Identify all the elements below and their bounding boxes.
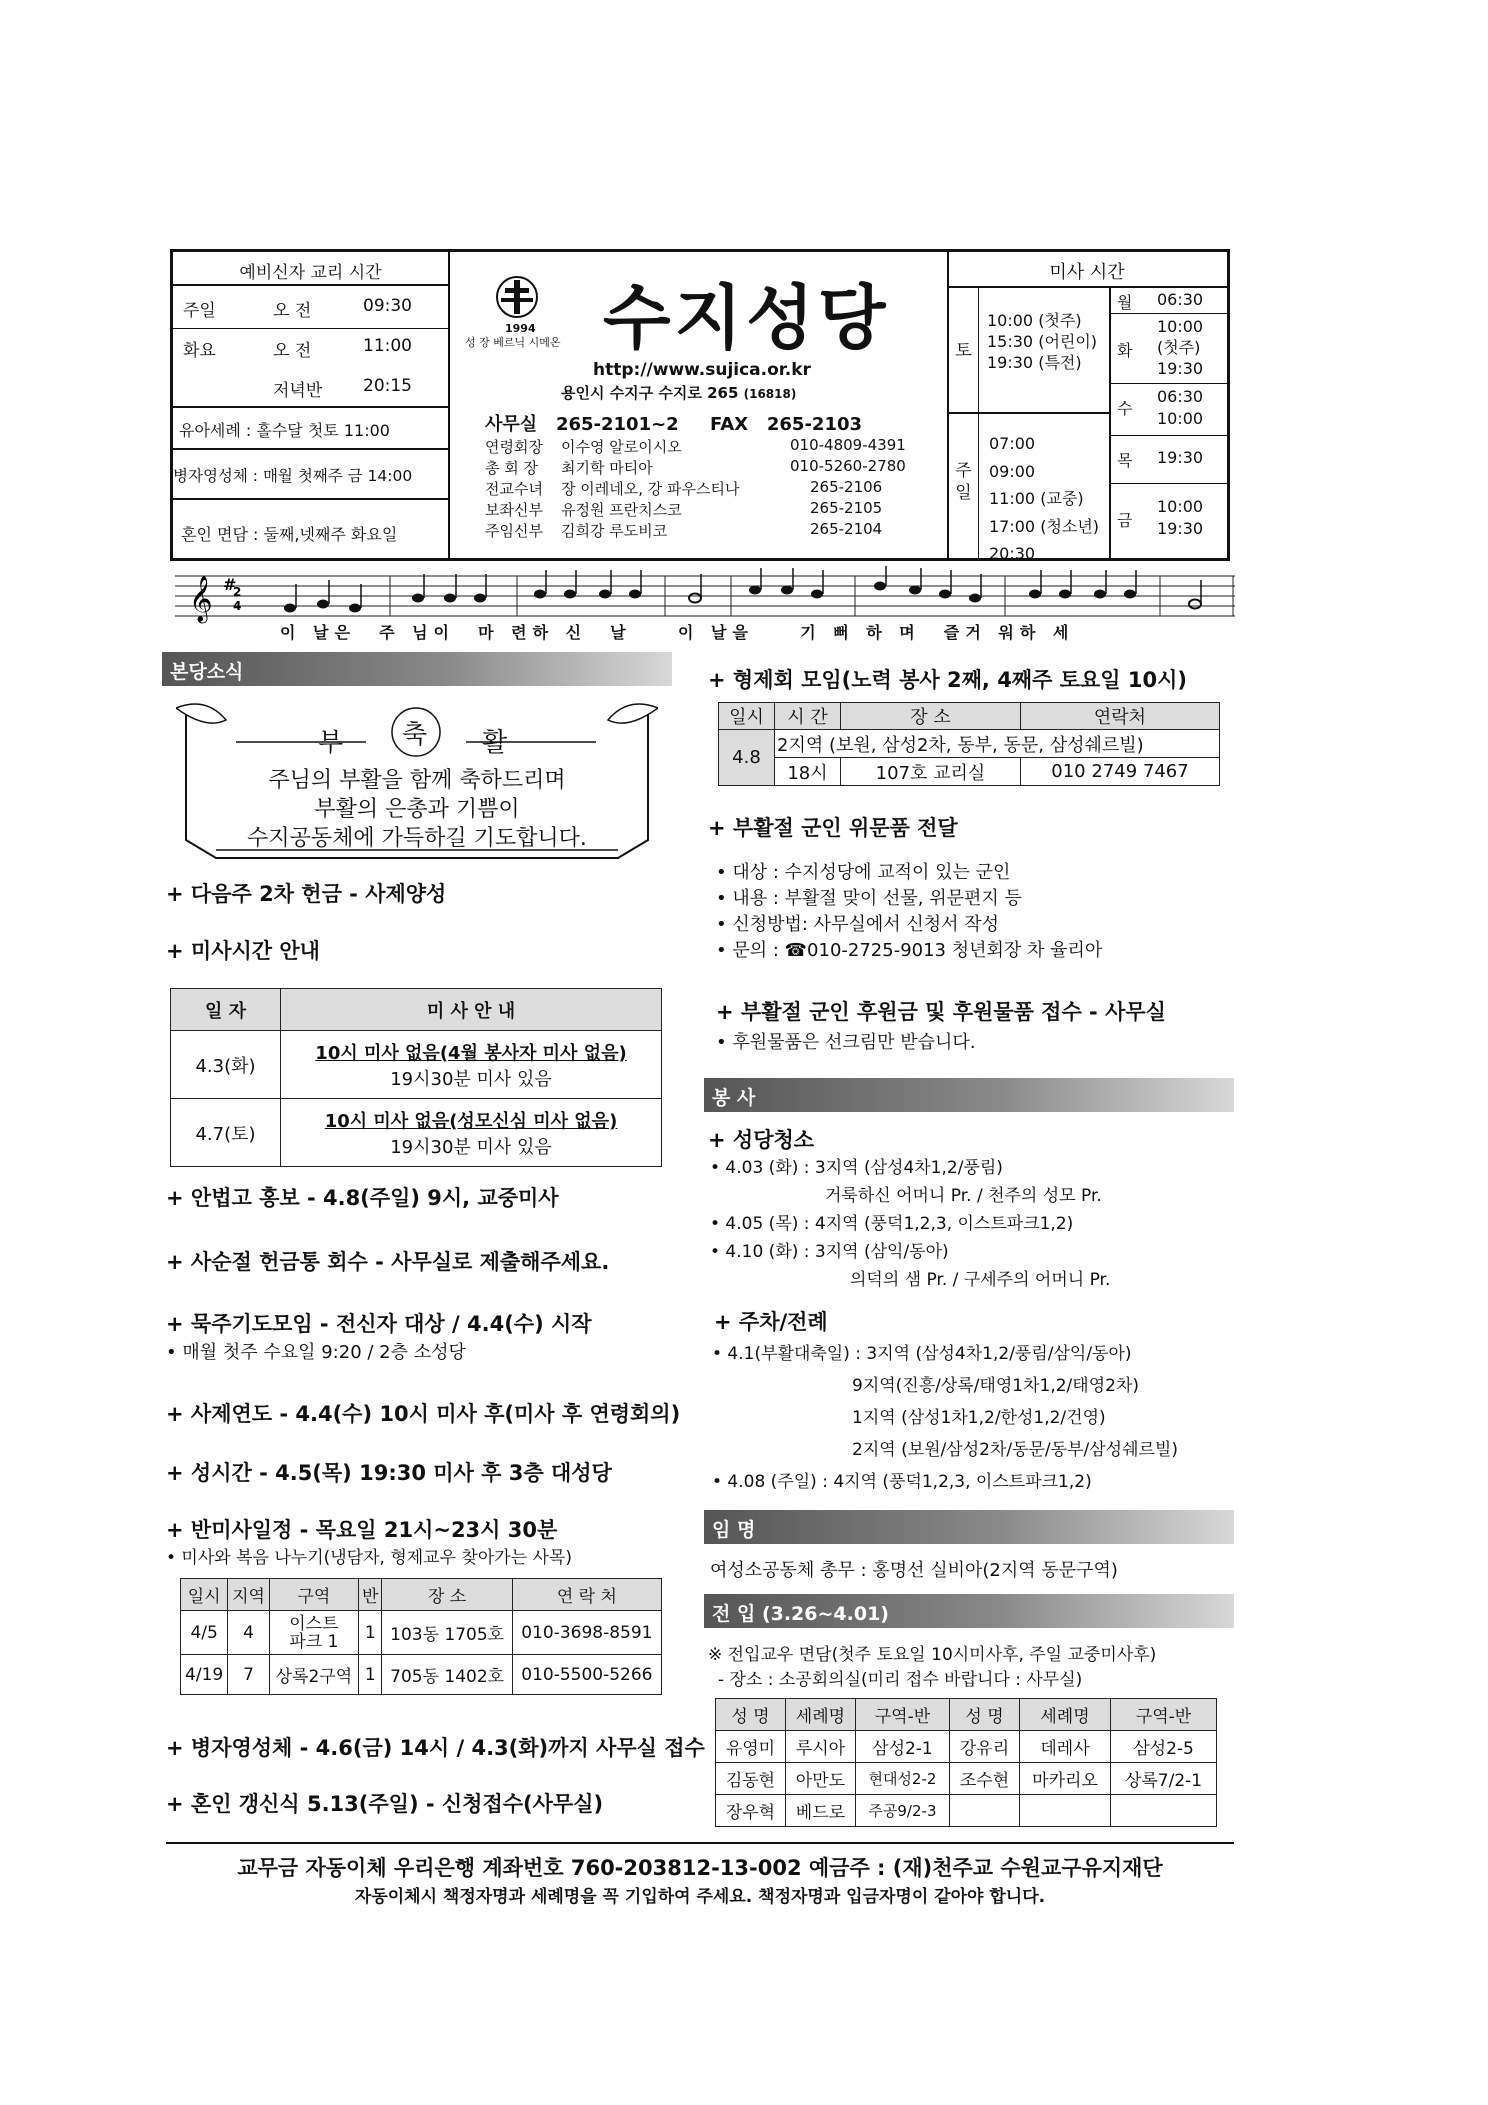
notice-sick-communion: + 병자영성체 - 4.6(금) 14시 / 4.3(화)까지 사무실 접수	[166, 1736, 705, 1760]
mass-notice-table: 일 자 미 사 안 내 4.3(화) 10시 미사 없음(4월 봉사자 미사 없음) 19시30분 미사 있음 4.7(토) 10시 미사 없음(성모신심 미사 없음) 19시30분 미사 있음	[170, 988, 662, 1167]
table-row: 김동현 아만도 현대성2-2 조수현 마카리오 상록7/2-1	[716, 1763, 1217, 1795]
parking-list	[712, 1338, 1178, 1498]
section-bar-service: 봉 사	[704, 1078, 1234, 1112]
transfer-place: - 장소 : 소공회의실(미리 접수 바랍니다 : 사무실)	[718, 1670, 1083, 1690]
footer-note: 자동이체시 책정자명과 세례명을 꼭 기입하여 주세요. 책정자명과 입금자명이 같아야 합니다.	[354, 1887, 1046, 1907]
notice-second-collection: + 다음주 2차 헌금 - 사제양성	[166, 882, 447, 906]
list-item: 거룩하신 어머니 Pr. / 천주의 성모 Pr.	[825, 1186, 1102, 1206]
section-bar-parish-news: 본당소식	[162, 652, 672, 686]
staff-list	[485, 436, 935, 541]
footer-account: 교무금 자동이체 우리은행 계좌번호 760-203812-13-002 예금주 : (재)천주교 수원교구유지재단	[237, 1856, 1163, 1880]
notice-mass-schedule: + 미사시간 안내	[166, 939, 320, 963]
hymn-lyrics: 이 날은 주 님이 마 련하 신 날 이 날을 기 뻐 하 며 즐거 워하 세	[280, 623, 1075, 642]
transfer-note: ※ 전입교우 면담(첫주 토요일 10시미사후, 주일 교중미사후)	[708, 1645, 1157, 1665]
list-item: • 4.1(부활대축일) : 3지역 (삼성4차1,2/풍림/삼익/동아)	[712, 1344, 1132, 1364]
mass-times-title: 미사 시간	[947, 252, 1227, 288]
list-item: • 4.08 (주일) : 4지역 (풍덕1,2,3, 이스트파크1,2)	[712, 1472, 1092, 1492]
table-row: 4/5 4 이스트 파크 1 1 103동 1705호 010-3698-8591	[181, 1611, 662, 1655]
transfer-table: 성 명 세례명 구역-반 성 명 세례명 구역-반 유영미 루시아 삼성2-1 강유리 데레사 삼성2-5 김동현 아만도 현대성2-2 조수현 마카리오 상록7/2-1 장우혁 베드로 주공9/2-3	[715, 1698, 1217, 1827]
svg-text:#: #	[223, 575, 237, 594]
easter-line: 수지공동체에 가득하길 기도합니다.	[247, 826, 587, 851]
brotherhood-table: 일시 시 간 장 소 연락처 4.8 2지역 (보원, 삼성2차, 동부, 동문, 삼성쉐르빌) 18시 107호 교리실 010 2749 7467	[718, 702, 1220, 786]
sick-communion-info: 병자영성체 : 매월 첫째주 금 14:00	[173, 467, 413, 485]
church-title: 수지성당	[603, 277, 890, 359]
notice-memorial-mass: + 사제연도 - 4.4(수) 10시 미사 후(미사 후 연령회의)	[166, 1402, 681, 1426]
office-phone: 사무실 265-2101~2 FAX 265-2103	[485, 414, 863, 435]
staff-row: 주임신부 김희강 루도비코 265-2104	[485, 520, 883, 540]
list-item: • 내용 : 부활절 맞이 선물, 위문편지 등	[716, 888, 1022, 909]
marriage-info: 혼인 면담 : 둘째,넷째주 화요일	[181, 525, 398, 544]
staff-row: 총 회 장 최기학 마티아 010-5260-2780	[485, 457, 906, 477]
table-row: 4.7(토) 10시 미사 없음(성모신심 미사 없음) 19시30분 미사 있음	[171, 1099, 662, 1167]
baptism-info: 유아세례 : 홀수달 첫토 11:00	[179, 421, 390, 440]
hymn-staff	[175, 566, 1235, 628]
cleaning-list	[710, 1154, 1110, 1294]
notice-soldier-donation: + 부활절 군인 후원금 및 후원물품 접수 - 사무실	[716, 1000, 1166, 1024]
list-item: • 4.05 (목) : 4지역 (풍덕1,2,3, 이스트파크1,2)	[710, 1214, 1074, 1234]
list-item: 의덕의 샘 Pr. / 구세주의 어머니 Pr.	[850, 1270, 1111, 1290]
footer-divider	[166, 1842, 1234, 1844]
list-item: 1지역 (삼성1차1,2/한성1,2/건영)	[852, 1408, 1106, 1428]
soldier-gift-list	[716, 860, 1102, 964]
table-row: 유영미 루시아 삼성2-1 강유리 데레사 삼성2-5	[716, 1731, 1217, 1763]
church-address: 용인시 수지구 수지로 265 (16818)	[561, 384, 797, 402]
staff-row: 전교수녀 장 이레네오, 강 파우스티나 265-2106	[485, 478, 883, 498]
cross-icon	[487, 272, 547, 322]
saturday-mass: 토 10:00 (첫주) 15:30 (어린이) 19:30 (특전)	[947, 288, 1109, 414]
notice-soldier-gift: + 부활절 군인 위문품 전달	[708, 816, 958, 840]
table-row: 4.3(화) 10시 미사 없음(4월 봉사자 미사 없음) 19시30분 미사 있음	[171, 1031, 662, 1099]
section-bar-transfer: 전 입 (3.26~4.01)	[704, 1594, 1234, 1628]
church-url[interactable]: http://www.sujica.or.kr	[593, 360, 811, 380]
notice-ban-mass: + 반미사일정 - 목요일 21시~23시 30분	[166, 1518, 558, 1542]
catechumen-title: 예비신자 교리 시간	[173, 252, 448, 286]
easter-line: 주님의 부활을 함께 축하드리며	[268, 768, 566, 793]
list-item: • 4.03 (화) : 3지역 (삼성4차1,2/풍림)	[710, 1158, 1003, 1178]
ban-mass-table: 일시 지역 구역 반 장 소 연 락 처 4/5 4 이스트 파크 1 1 103동 1705호 010-3698-8591 4/19 7 상록2구역 1 705동 1402호 010-5500-5266	[180, 1578, 662, 1695]
notice-rosary: + 묵주기도모임 - 전신자 대상 / 4.4(수) 시작	[166, 1312, 592, 1336]
section-bar-appointment: 임 명	[704, 1510, 1234, 1544]
staff-row: 보좌신부 유정원 프란치스코 265-2105	[485, 499, 883, 519]
bulletin-header	[170, 249, 1230, 561]
easter-greeting-box: 부 축 활 주님의 부활을 함께 축하드리며 부활의 은총과 기쁨이 수지공동체에 가득하길 기도합니다.	[176, 700, 658, 862]
weekday-mass: 월 06:30 화 10:00 (첫주) 19:30 수 06:30 10:00 목 19:30 금 10:00 19:30	[1109, 288, 1227, 558]
rosary-detail: • 매월 첫주 수요일 9:20 / 2층 소성당	[166, 1342, 466, 1363]
list-item: • 신청방법: 사무실에서 신청서 작성	[716, 914, 999, 935]
table-row: 4/19 7 상록2구역 1 705동 1402호 010-5500-5266	[181, 1655, 662, 1695]
notice-lent-box: + 사순절 헌금통 회수 - 사무실로 제출해주세요.	[166, 1250, 610, 1274]
easter-line: 부활의 은총과 기쁨이	[314, 797, 520, 822]
list-item: 2지역 (보원/삼성2차/동문/동부/삼성쉐르빌)	[852, 1440, 1178, 1460]
sunday-mass: 주일 07:00 09:00 11:00 (교중) 17:00 (청소년) 20:30	[947, 414, 1109, 558]
svg-text:2: 2	[233, 585, 242, 599]
notice-parking: + 주차/전례	[714, 1310, 828, 1334]
catechumen-box: 예비신자 교리 시간 주일 오 전 09:30 화요 오 전 11:00 저녁반 20:15 유아세례 : 홀수달 첫토 11:00 병자영성체 : 매월 첫째주 금 14:00 혼인 면담 : 둘째,넷째주 화요일	[173, 252, 448, 558]
list-item: • 문의 : ☎010-2725-9013 청년회장 차 율리아	[716, 940, 1103, 961]
treble-clef-icon: 𝄞	[189, 576, 213, 622]
notice-marriage-renewal: + 혼인 갱신식 5.13(주일) - 신청접수(사무실)	[166, 1792, 604, 1816]
ban-mass-detail: • 미사와 복음 나누기(냉담자, 형제교우 찾아가는 사목)	[166, 1548, 572, 1568]
staff-row: 연령회장 이수영 알로이시오 010-4809-4391	[485, 436, 906, 456]
table-row: 장우혁 베드로 주공9/2-3	[716, 1795, 1217, 1827]
svg-text:4: 4	[233, 599, 242, 613]
notice-cleaning: + 성당청소	[708, 1128, 815, 1152]
appointment-detail: 여성소공동체 총무 : 홍명선 실비아(2지역 동문구역)	[710, 1560, 1118, 1581]
donation-detail: • 후원물품은 선크림만 받습니다.	[716, 1032, 976, 1053]
list-item: • 대상 : 수지성당에 교적이 있는 군인	[716, 862, 1011, 883]
notice-brotherhood: + 형제회 모임(노력 봉사 2째, 4째주 토요일 10시)	[708, 668, 1187, 692]
notice-anbeop: + 안법고 홍보 - 4.8(주일) 9시, 교중미사	[166, 1186, 559, 1210]
church-seal: 1994 성 장 베르닉 시메온	[465, 272, 565, 352]
list-item: • 4.10 (화) : 3지역 (삼익/동아)	[710, 1242, 949, 1262]
notice-holy-hour: + 성시간 - 4.5(목) 19:30 미사 후 3층 대성당	[166, 1461, 612, 1485]
list-item: 9지역(진흥/상록/태영1차1,2/태영2차)	[852, 1376, 1139, 1396]
